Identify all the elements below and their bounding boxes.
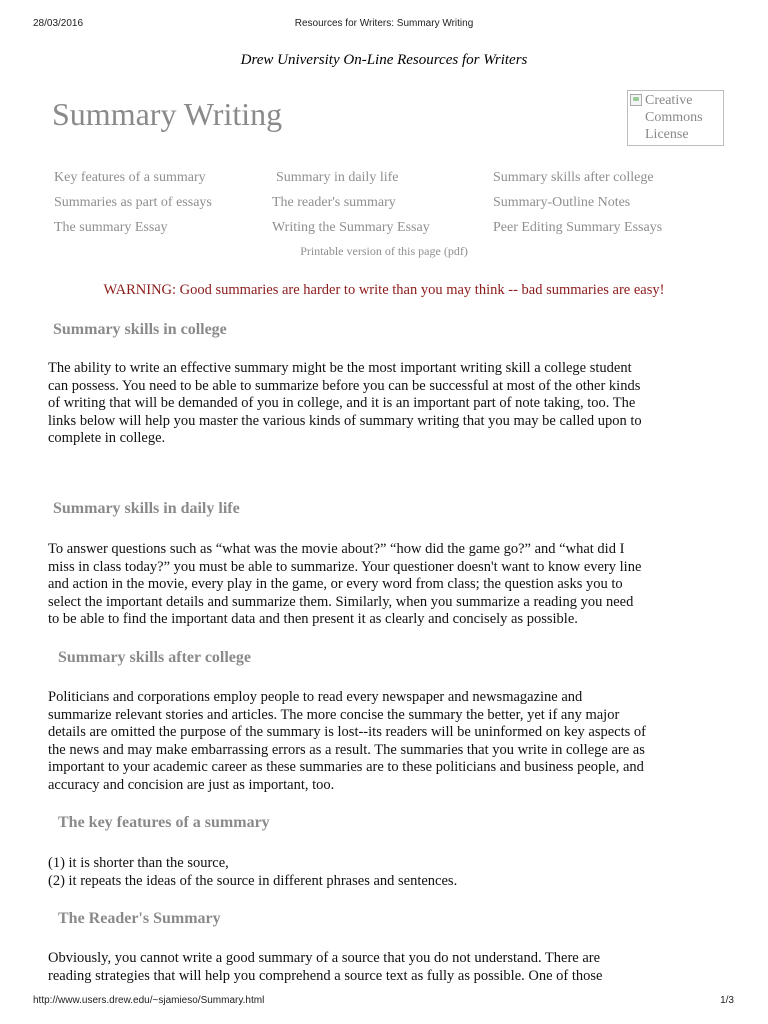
nav-link-summary-essay[interactable]: The summary Essay — [54, 220, 168, 235]
cc-alt-text-line2: Commons — [645, 110, 703, 125]
text-line: accuracy and concision are just as important, too. — [48, 776, 335, 793]
text-line: Politicians and corporations employ people to read every newspaper and newsmagazine and — [48, 689, 583, 705]
text-line: complete in college. — [48, 430, 166, 447]
text-line: Obviously, you cannot write a good summary of a source that you do not understand. There are — [48, 950, 601, 966]
paragraph-after-college — [48, 689, 728, 795]
nav-link-after-college[interactable]: Summary skills after college — [493, 170, 654, 185]
list-item: (1) it is shorter than the source, — [48, 855, 229, 871]
paragraph-readers-summary — [48, 950, 728, 985]
print-footer — [0, 995, 768, 1015]
text-line: The ability to write an effective summary might be the most important writing skill a college student — [48, 360, 632, 376]
creative-commons-license-link[interactable] — [627, 90, 724, 146]
text-line: select the important details and summarize them. Similarly, when you summarize a reading you need — [48, 593, 634, 610]
text-line: summarize relevant stories and articles. The more concise the summary the better, yet if any major — [48, 706, 620, 723]
heading-readers-summary: The Reader's Summary — [58, 910, 221, 927]
print-date: 28/03/2016 — [33, 18, 84, 29]
text-line: miss in class today?” you must be able to summarize. Your questioner doesn't want to know every line — [48, 558, 642, 575]
site-title: Drew University On-Line Resources for Writers — [240, 52, 528, 68]
nav-link-readers-summary[interactable]: The reader's summary — [272, 195, 396, 210]
heading-college: Summary skills in college — [53, 321, 227, 338]
cc-alt-text-line3: License — [645, 127, 689, 142]
heading-daily-life: Summary skills in daily life — [53, 500, 240, 517]
heading-after-college: Summary skills after college — [58, 649, 252, 666]
text-line: of writing that will be demanded of you in college, and it is an important part of note taking, too. The — [48, 395, 636, 412]
print-url: http://www.users.drew.edu/~sjamieso/Summary.html — [33, 995, 265, 1006]
text-line: to be able to find the important data and then present it as clearly and concisely as possible. — [48, 611, 578, 628]
print-page-title: Resources for Writers: Summary Writing — [294, 18, 474, 29]
page-title: Summary Writing — [52, 96, 283, 132]
text-line: links below will help you master the various kinds of summary writing that you may be called upon to — [48, 412, 642, 429]
nav-link-summaries-in-essays[interactable]: Summaries as part of essays — [54, 195, 212, 210]
text-line: details are omitted the purpose of the summary is lost--its readers will be uninformed on key aspects of — [48, 724, 646, 741]
nav-link-outline-notes[interactable]: Summary-Outline Notes — [493, 195, 631, 210]
text-line: important to your academic career as these summaries are to these politicians and business people, and — [48, 759, 644, 776]
nav-link-peer-editing[interactable]: Peer Editing Summary Essays — [493, 220, 663, 235]
text-line: To answer questions such as “what was the movie about?” “how did the game go?” and “what did I — [48, 541, 625, 557]
cc-alt-text-line1: Creative — [645, 93, 693, 108]
heading-key-features: The key features of a summary — [58, 814, 270, 831]
printable-pdf-link[interactable]: Printable version of this page (pdf) — [300, 244, 468, 258]
broken-image-icon — [630, 94, 642, 106]
paragraph-college — [48, 360, 728, 448]
print-page-number: 1/3 — [720, 995, 734, 1006]
nav-link-daily-life[interactable]: Summary in daily life — [276, 170, 399, 185]
paragraph-daily-life — [48, 541, 728, 629]
print-header — [0, 0, 768, 29]
text-line: reading strategies that will help you comprehend a source text as fully as possible. One of those — [48, 967, 603, 984]
warning-message: WARNING: Good summaries are harder to write than you may think -- bad summaries are easy! — [103, 282, 665, 298]
text-line: and action in the movie, every play in the game, or every word from class; the question asks you to — [48, 576, 623, 593]
text-line: the news and may make embarrassing errors as a result. The summaries that you write in college are as — [48, 741, 645, 758]
nav-link-writing-summary-essay[interactable]: Writing the Summary Essay — [272, 220, 430, 235]
nav-link-key-features[interactable]: Key features of a summary — [54, 170, 206, 185]
list-item: (2) it repeats the ideas of the source in different phrases and sentences. — [48, 873, 458, 889]
text-line: can possess. You need to be able to summarize before you can be successful at most of the other kinds — [48, 377, 641, 394]
